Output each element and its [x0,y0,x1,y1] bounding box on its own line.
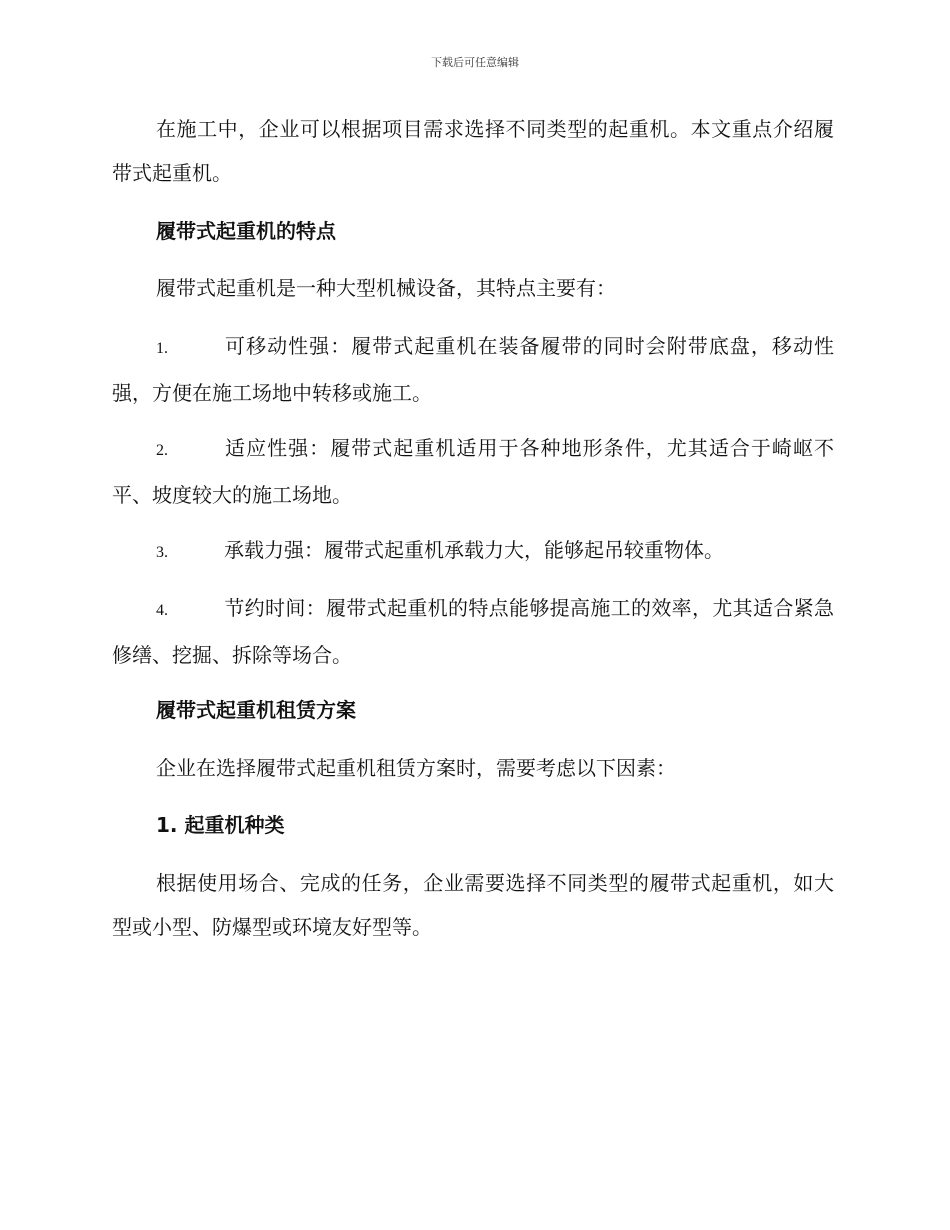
section-heading-rental: 履带式起重机租赁方案 [156,698,356,722]
feature-item-number: 3. [156,544,168,561]
section-heading-features: 履带式起重机的特点 [156,219,336,243]
feature-item-number: 1. [156,340,168,357]
intro-paragraph: 在施工中，企业可以根据项目需求选择不同类型的起重机。本文重点介绍履带式起重机。 [112,117,834,185]
feature-item-text: 承载力强：履带式起重机承载力大，能够起吊较重物体。 [224,538,724,562]
feature-item-2 [112,426,834,517]
feature-item-3 [112,528,834,575]
feature-item-text: 节约时间：履带式起重机的特点能够提高施工的效率，尤其适合紧急修缮、挖掘、拆除等场合。 [112,596,834,667]
crane-type-paragraph: 根据使用场合、完成的任务，企业需要选择不同类型的履带式起重机，如大型或小型、防爆型或环境友好型等。 [112,871,834,939]
features-intro-paragraph: 履带式起重机是一种大型机械设备，其特点主要有： [156,276,616,300]
feature-item-text: 可移动性强：履带式起重机在装备履带的同时会附带底盘，移动性强，方便在施工场地中转移或施工。 [112,334,834,405]
feature-item-number: 2. [156,442,168,459]
feature-item-text: 适应性强：履带式起重机适用于各种地形条件，尤其适合于崎岖不平、坡度较大的施工场地。 [112,436,834,507]
rental-intro-paragraph: 企业在选择履带式起重机租赁方案时，需要考虑以下因素： [156,756,676,780]
feature-item-4 [112,586,834,677]
page-header: 下载后可任意编辑 [431,56,519,69]
feature-item-number: 4. [156,602,168,619]
subheading-crane-type: 1. 起重机种类 [156,813,285,837]
feature-item-1 [112,324,834,415]
